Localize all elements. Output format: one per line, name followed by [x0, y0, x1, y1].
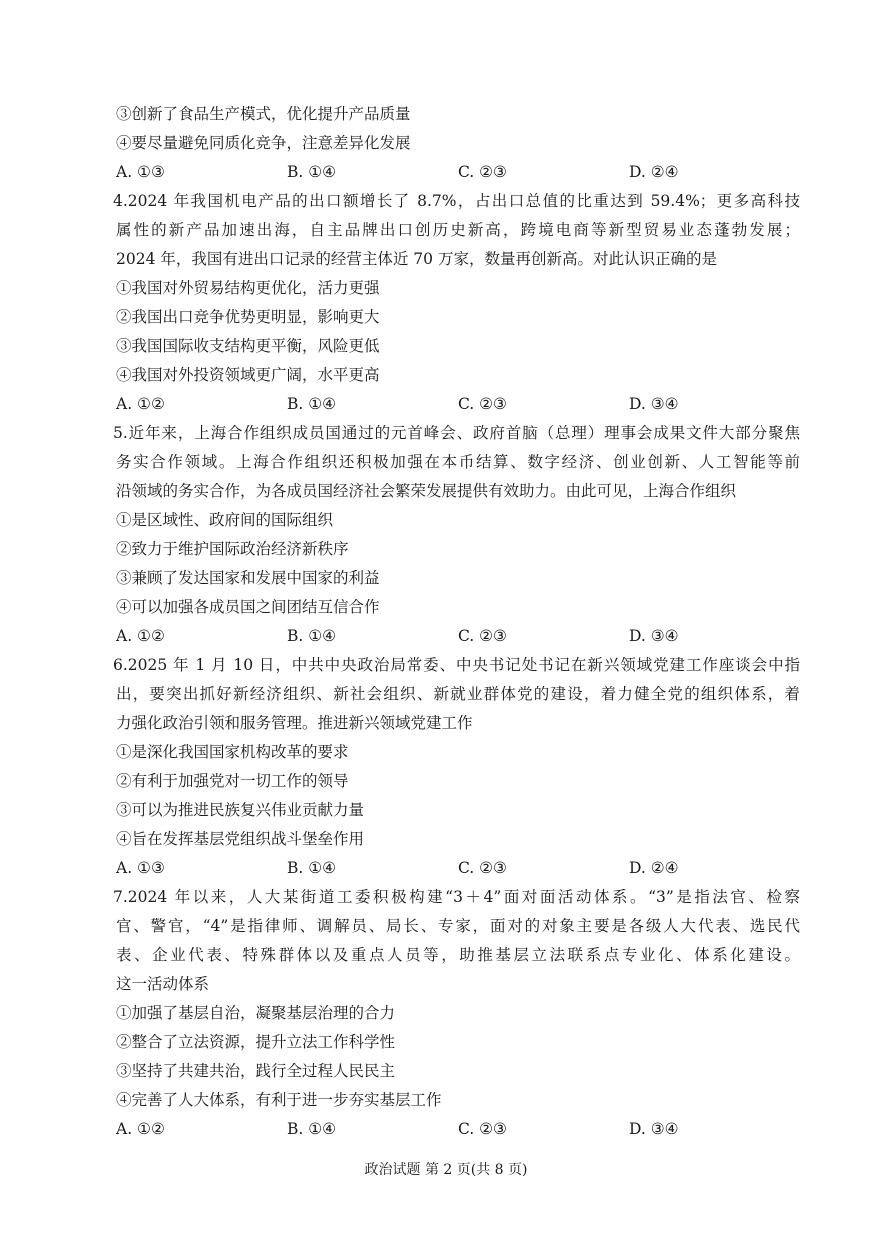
q7-stem-line-1: 7.2024 年以来，人大某街道工委积极构建“3＋4”面对面活动体系。“3”是指法官、检察 — [113, 888, 800, 906]
page-content — [113, 100, 800, 1144]
q4-choice-c: C. ②③ — [458, 395, 507, 413]
q7-choice-b: B. ①④ — [287, 1120, 337, 1138]
q7-choice-c: C. ②③ — [458, 1120, 507, 1138]
q3-option-4: ④要尽量避免同质化竞争，注意差异化发展 — [116, 134, 411, 152]
q5-option-3: ③兼顾了发达国家和发展中国家的利益 — [116, 569, 380, 587]
question-4 — [113, 187, 800, 419]
q7-choices — [116, 1115, 800, 1144]
q7-option-1: ①加强了基层自治，凝聚基层治理的合力 — [116, 1004, 396, 1022]
q6-stem-line-3: 力强化政治引领和服务管理。推进新兴领域党建工作 — [116, 714, 473, 732]
q3-choice-c: C. ②③ — [458, 163, 507, 181]
q6-choice-a: A. ①③ — [116, 859, 165, 877]
q7-choice-d: D. ③④ — [629, 1120, 679, 1138]
question-6 — [113, 651, 800, 883]
q6-option-3: ③可以为推进民族复兴伟业贡献力量 — [116, 801, 365, 819]
q4-choice-d: D. ③④ — [629, 395, 679, 413]
q7-stem-line-3: 表、企业代表、特殊群体以及重点人员等，助推基层立法联系点专业化、体系化建设。 — [116, 946, 800, 964]
q4-option-1: ①我国对外贸易结构更优化，活力更强 — [116, 279, 380, 297]
question-7 — [113, 883, 800, 1144]
q5-choice-b: B. ①④ — [287, 627, 337, 645]
q3-choices — [116, 158, 800, 187]
q6-choice-c: C. ②③ — [458, 859, 507, 877]
q7-option-3: ③坚持了共建共治，践行全过程人民民主 — [116, 1062, 396, 1080]
q5-choice-d: D. ③④ — [629, 627, 679, 645]
q3-choice-a: A. ①③ — [116, 163, 165, 181]
q4-choice-b: B. ①④ — [287, 395, 337, 413]
q6-stem-line-1: 6.2025 年 1 月 10 日，中共中央政治局常委、中央书记处书记在新兴领域党建工作座谈会中指 — [113, 656, 800, 674]
q7-stem-line-4: 这一活动体系 — [116, 975, 210, 993]
q3-option-3: ③创新了食品生产模式，优化提升产品质量 — [116, 105, 411, 123]
q6-option-2: ②有利于加强党对一切工作的领导 — [116, 772, 349, 790]
page-footer: 政治试题 第 2 页(共 8 页) — [364, 1162, 528, 1178]
q7-option-2: ②整合了立法资源，提升立法工作科学性 — [116, 1033, 396, 1051]
q4-choices — [116, 390, 800, 419]
q5-choice-c: C. ②③ — [458, 627, 507, 645]
q4-stem-line-3: 2024 年，我国有进出口记录的经营主体近 70 万家，数量再创新高。对此认识正确的是 — [116, 250, 717, 268]
q5-stem-line-2: 务实合作领域。上海合作组织还积极加强在本币结算、数字经济、创业创新、人工智能等前 — [116, 453, 800, 471]
q7-option-4: ④完善了人大体系，有利于进一步夯实基层工作 — [116, 1091, 442, 1109]
q4-stem-line-1: 4.2024 年我国机电产品的出口额增长了 8.7%，占出口总值的比重达到 59.4%；更多高科技 — [113, 192, 800, 210]
q5-option-2: ②致力于维护国际政治经济新秩序 — [116, 540, 349, 558]
q4-stem-line-2: 属性的新产品加速出海，自主品牌出口创历史新高，跨境电商等新型贸易业态蓬勃发展； — [116, 221, 800, 239]
q5-option-1: ①是区域性、政府间的国际组织 — [116, 511, 334, 529]
q7-choice-a: A. ①② — [116, 1120, 165, 1138]
q5-stem-line-1: 5.近年来，上海合作组织成员国通过的元首峰会、政府首脑（总理）理事会成果文件大部分聚焦 — [113, 424, 800, 442]
q4-option-2: ②我国出口竞争优势更明显，影响更大 — [116, 308, 380, 326]
q5-stem-line-3: 沿领域的务实合作，为各成员国经济社会繁荣发展提供有效助力。由此可见，上海合作组织 — [116, 482, 737, 500]
q6-choices — [116, 854, 800, 883]
q4-option-4: ④我国对外投资领域更广阔，水平更高 — [116, 366, 380, 384]
q6-option-4: ④旨在发挥基层党组织战斗堡垒作用 — [116, 830, 365, 848]
q6-choice-b: B. ①④ — [287, 859, 337, 877]
question-3-tail — [116, 100, 800, 187]
question-5 — [113, 419, 800, 651]
q6-stem-line-2: 出，要突出抓好新经济组织、新社会组织、新就业群体党的建设，着力健全党的组织体系，着 — [116, 685, 800, 703]
q6-choice-d: D. ②④ — [629, 859, 679, 877]
q3-choice-b: B. ①④ — [287, 163, 337, 181]
q5-choice-a: A. ①② — [116, 627, 165, 645]
q4-option-3: ③我国国际收支结构更平衡，风险更低 — [116, 337, 380, 355]
q6-option-1: ①是深化我国国家机构改革的要求 — [116, 743, 349, 761]
q5-choices — [116, 622, 800, 651]
q3-choice-d: D. ②④ — [629, 163, 679, 181]
q7-stem-line-2: 官、警官，“4”是指律师、调解员、局长、专家，面对的对象主要是各级人大代表、选民代 — [116, 917, 800, 935]
q5-option-4: ④可以加强各成员国之间团结互信合作 — [116, 598, 380, 616]
q4-choice-a: A. ①② — [116, 395, 165, 413]
